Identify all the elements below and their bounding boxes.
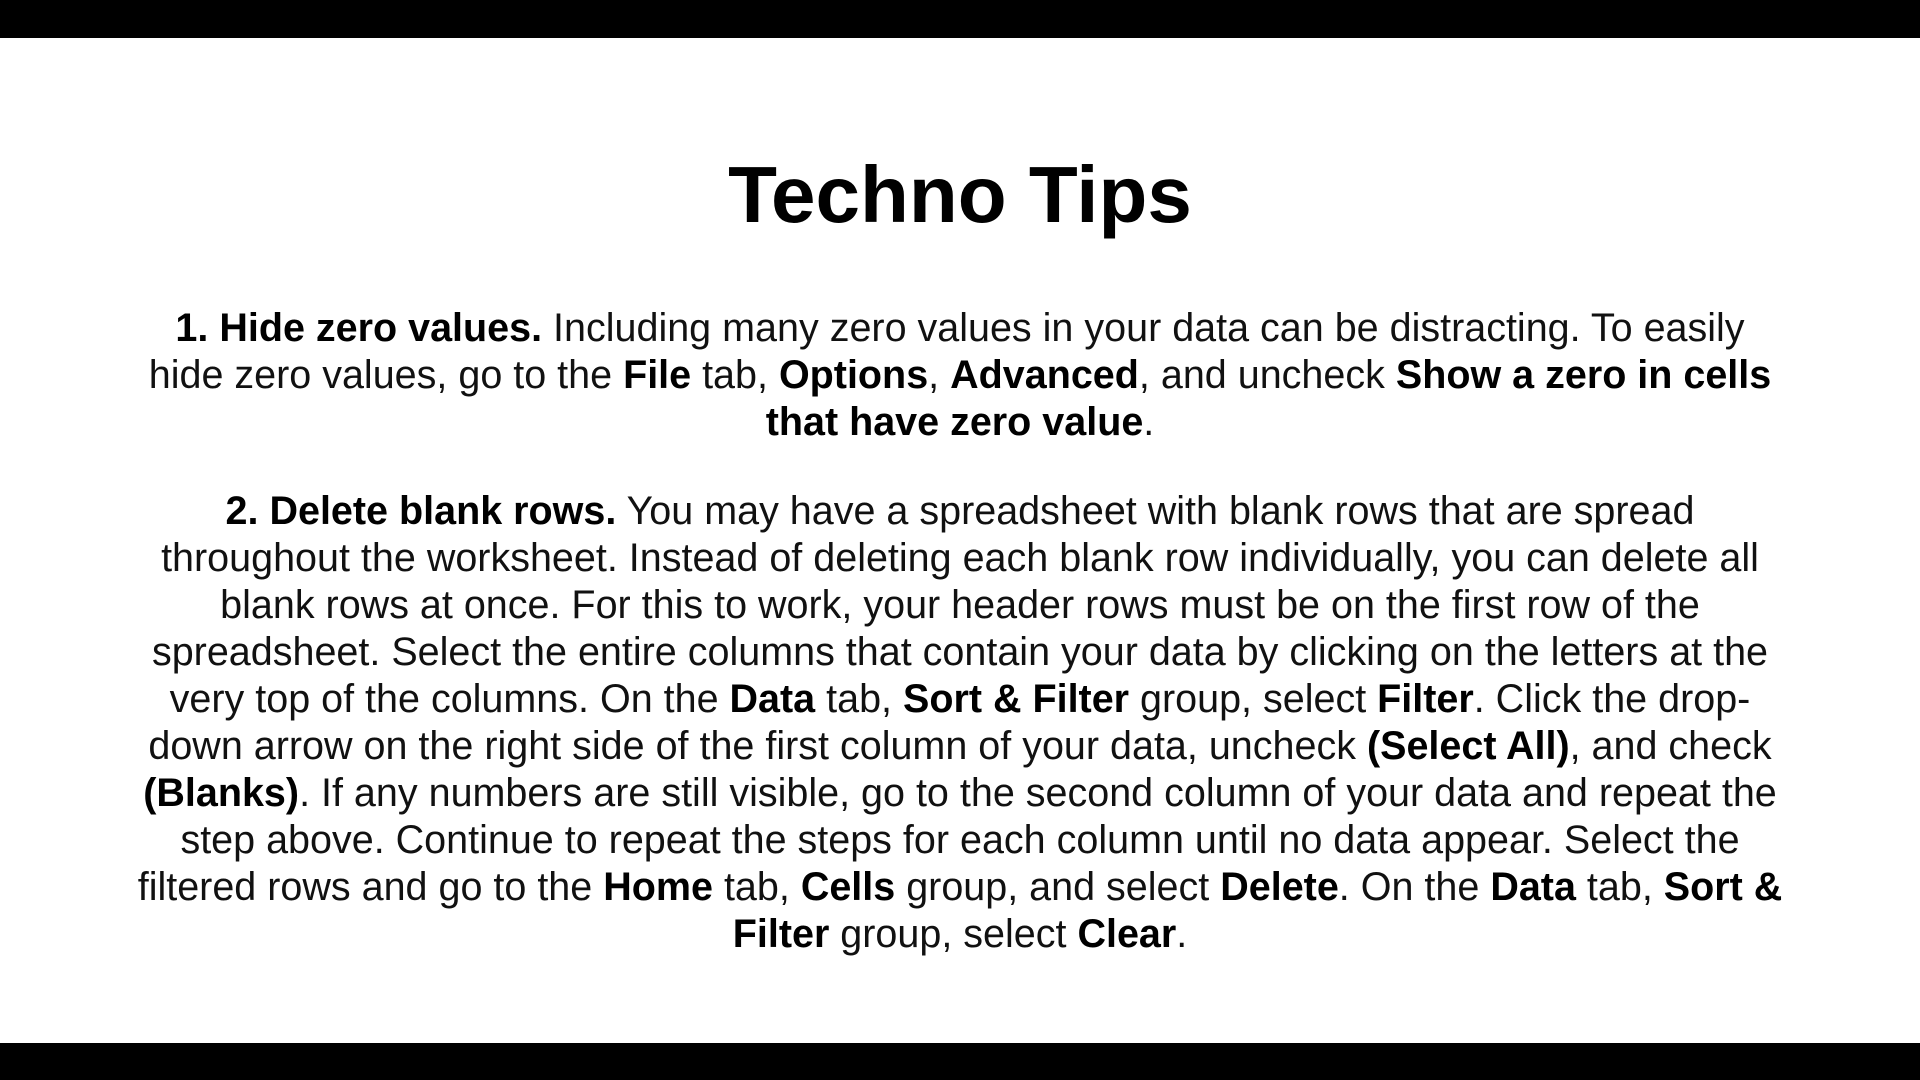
body-text: . bbox=[1143, 400, 1155, 444]
body-text: tab, bbox=[691, 353, 779, 397]
emphasis-term: Sort & Filter bbox=[903, 677, 1130, 721]
emphasis-term: (Select All) bbox=[1366, 724, 1570, 768]
page-title: Techno Tips bbox=[728, 150, 1192, 239]
emphasis-term: Data bbox=[729, 677, 816, 721]
body-text: tab, bbox=[712, 865, 801, 909]
emphasis-term: Home bbox=[603, 865, 713, 909]
emphasis-term: Data bbox=[1490, 865, 1576, 909]
body-text: . On the bbox=[1338, 865, 1491, 909]
emphasis-term: Cells bbox=[800, 865, 896, 909]
body-text: Including many zero values in your data can be distracting. To easily hide zero values, go to the bbox=[148, 306, 1745, 397]
tip-heading: 1. Hide zero values. bbox=[175, 306, 543, 350]
emphasis-term: Clear bbox=[1077, 912, 1177, 956]
body-text: tab, bbox=[1575, 865, 1664, 909]
emphasis-term: File bbox=[623, 353, 692, 397]
emphasis-term: Filter bbox=[1377, 677, 1474, 721]
tip-heading: 2. Delete blank rows. bbox=[225, 489, 617, 533]
body-text: group, and select bbox=[895, 865, 1221, 909]
body-text: group, select bbox=[829, 912, 1078, 956]
body-text: , and check bbox=[1569, 724, 1772, 768]
body-text: You may have a spreadsheet with blank rows that are spread throughout the worksheet. Instead of deleting each blank row individually, you can delete all blank rows at once. For this to work, your header rows must be on the first row of the spreadsheet. Select the entire columns that contain your data by clicking on the letters at the very top of the columns. On the bbox=[151, 489, 1769, 721]
body-text: , bbox=[928, 353, 951, 397]
body-text: . bbox=[1176, 912, 1188, 956]
body-text: group, select bbox=[1129, 677, 1378, 721]
emphasis-term: (Blanks) bbox=[143, 771, 300, 815]
emphasis-term: Show a zero in cells that have zero value bbox=[765, 353, 1772, 444]
emphasis-term: Options bbox=[778, 353, 929, 397]
letterbox-top bbox=[0, 0, 1920, 38]
emphasis-term: Delete bbox=[1220, 865, 1339, 909]
body-text: . If any numbers are still visible, go to the second column of your data and repeat the step above. Continue to repeat the steps for each column until no data appear. Select the filtered rows and go to the bbox=[137, 771, 1777, 909]
body-text: tab, bbox=[815, 677, 903, 721]
tip-paragraph bbox=[135, 305, 1785, 446]
tip-paragraph bbox=[135, 488, 1785, 958]
tip-body bbox=[138, 489, 1783, 956]
emphasis-term: Advanced bbox=[950, 353, 1139, 397]
emphasis-term: Sort & Filter bbox=[732, 865, 1783, 956]
body-text: , and uncheck bbox=[1138, 353, 1396, 397]
letterbox-bottom bbox=[0, 1043, 1920, 1080]
body-text: . Click the drop-down arrow on the right side of the first column of your data, uncheck bbox=[148, 677, 1751, 768]
